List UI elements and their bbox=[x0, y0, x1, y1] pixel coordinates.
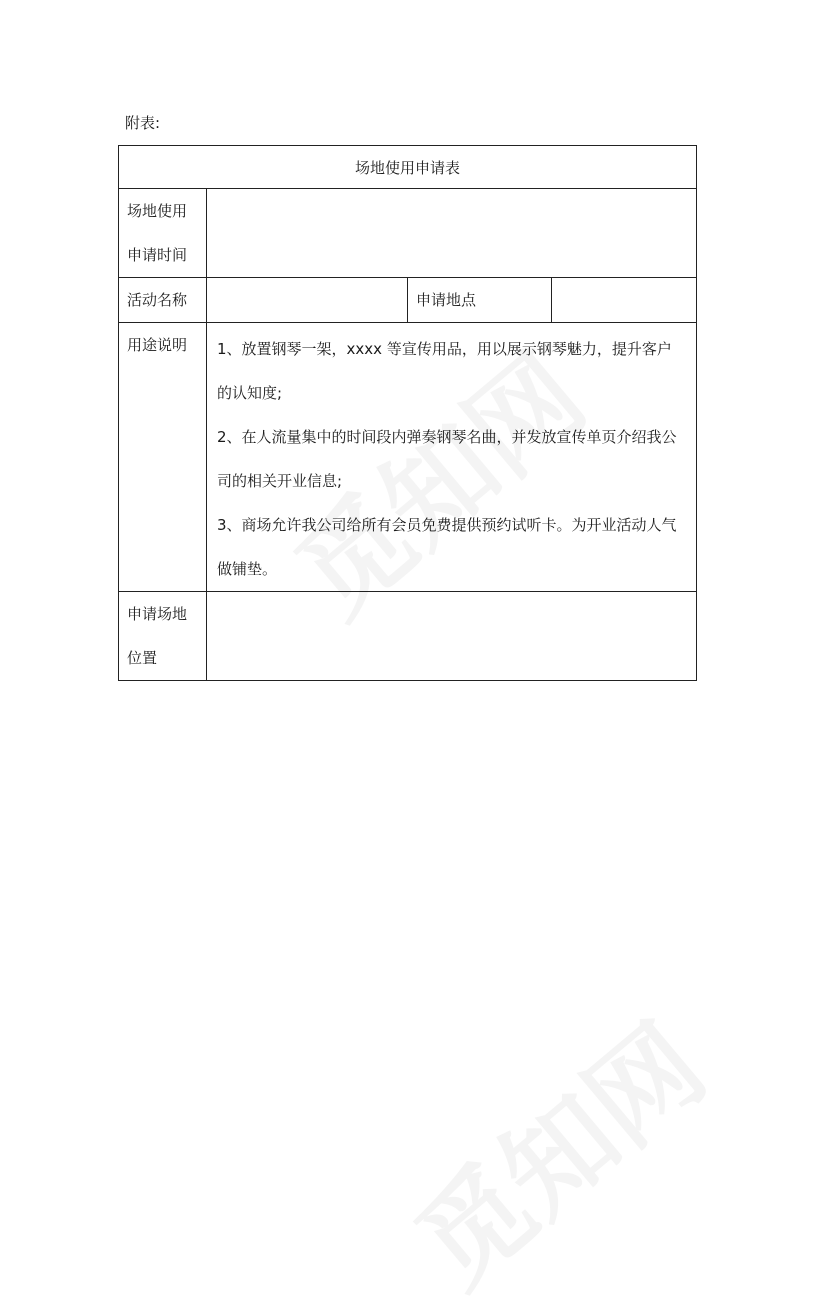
time-label-line2: 申请时间 bbox=[127, 246, 188, 264]
form-title: 场地使用申请表 bbox=[119, 146, 697, 189]
location-label-line1: 申请场地 bbox=[127, 605, 188, 623]
place-label: 申请地点 bbox=[408, 278, 552, 323]
time-label bbox=[119, 189, 207, 278]
usage-row bbox=[119, 323, 697, 592]
location-value-cell[interactable] bbox=[207, 592, 697, 681]
usage-item-1: 1、放置钢琴一架，xxxx 等宣传用品，用以展示钢琴魅力，提升客户的认知度; bbox=[217, 340, 672, 402]
time-row bbox=[119, 189, 697, 278]
form-title-row bbox=[119, 146, 697, 189]
attachment-caption: 附表: bbox=[125, 114, 161, 132]
activity-value-cell[interactable] bbox=[207, 278, 408, 323]
watermark-bottom bbox=[378, 982, 732, 1315]
usage-item-2: 2、在人流量集中的时间段内弹奏钢琴名曲，并发放宣传单页介绍我公司的相关开业信息; bbox=[217, 428, 677, 490]
place-value-cell[interactable] bbox=[552, 278, 697, 323]
location-label-line2: 位置 bbox=[127, 649, 158, 667]
activity-row bbox=[119, 278, 697, 323]
time-label-line1: 场地使用 bbox=[127, 202, 188, 220]
venue-application-form bbox=[118, 145, 697, 681]
time-value-cell[interactable] bbox=[207, 189, 697, 278]
usage-label: 用途说明 bbox=[119, 323, 207, 592]
location-row bbox=[119, 592, 697, 681]
usage-item-3: 3、商场允许我公司给所有会员免费提供预约试听卡。为开业活动人气做铺垫。 bbox=[217, 516, 677, 578]
usage-description-cell bbox=[207, 323, 697, 592]
activity-label: 活动名称 bbox=[119, 278, 207, 323]
location-label bbox=[119, 592, 207, 681]
